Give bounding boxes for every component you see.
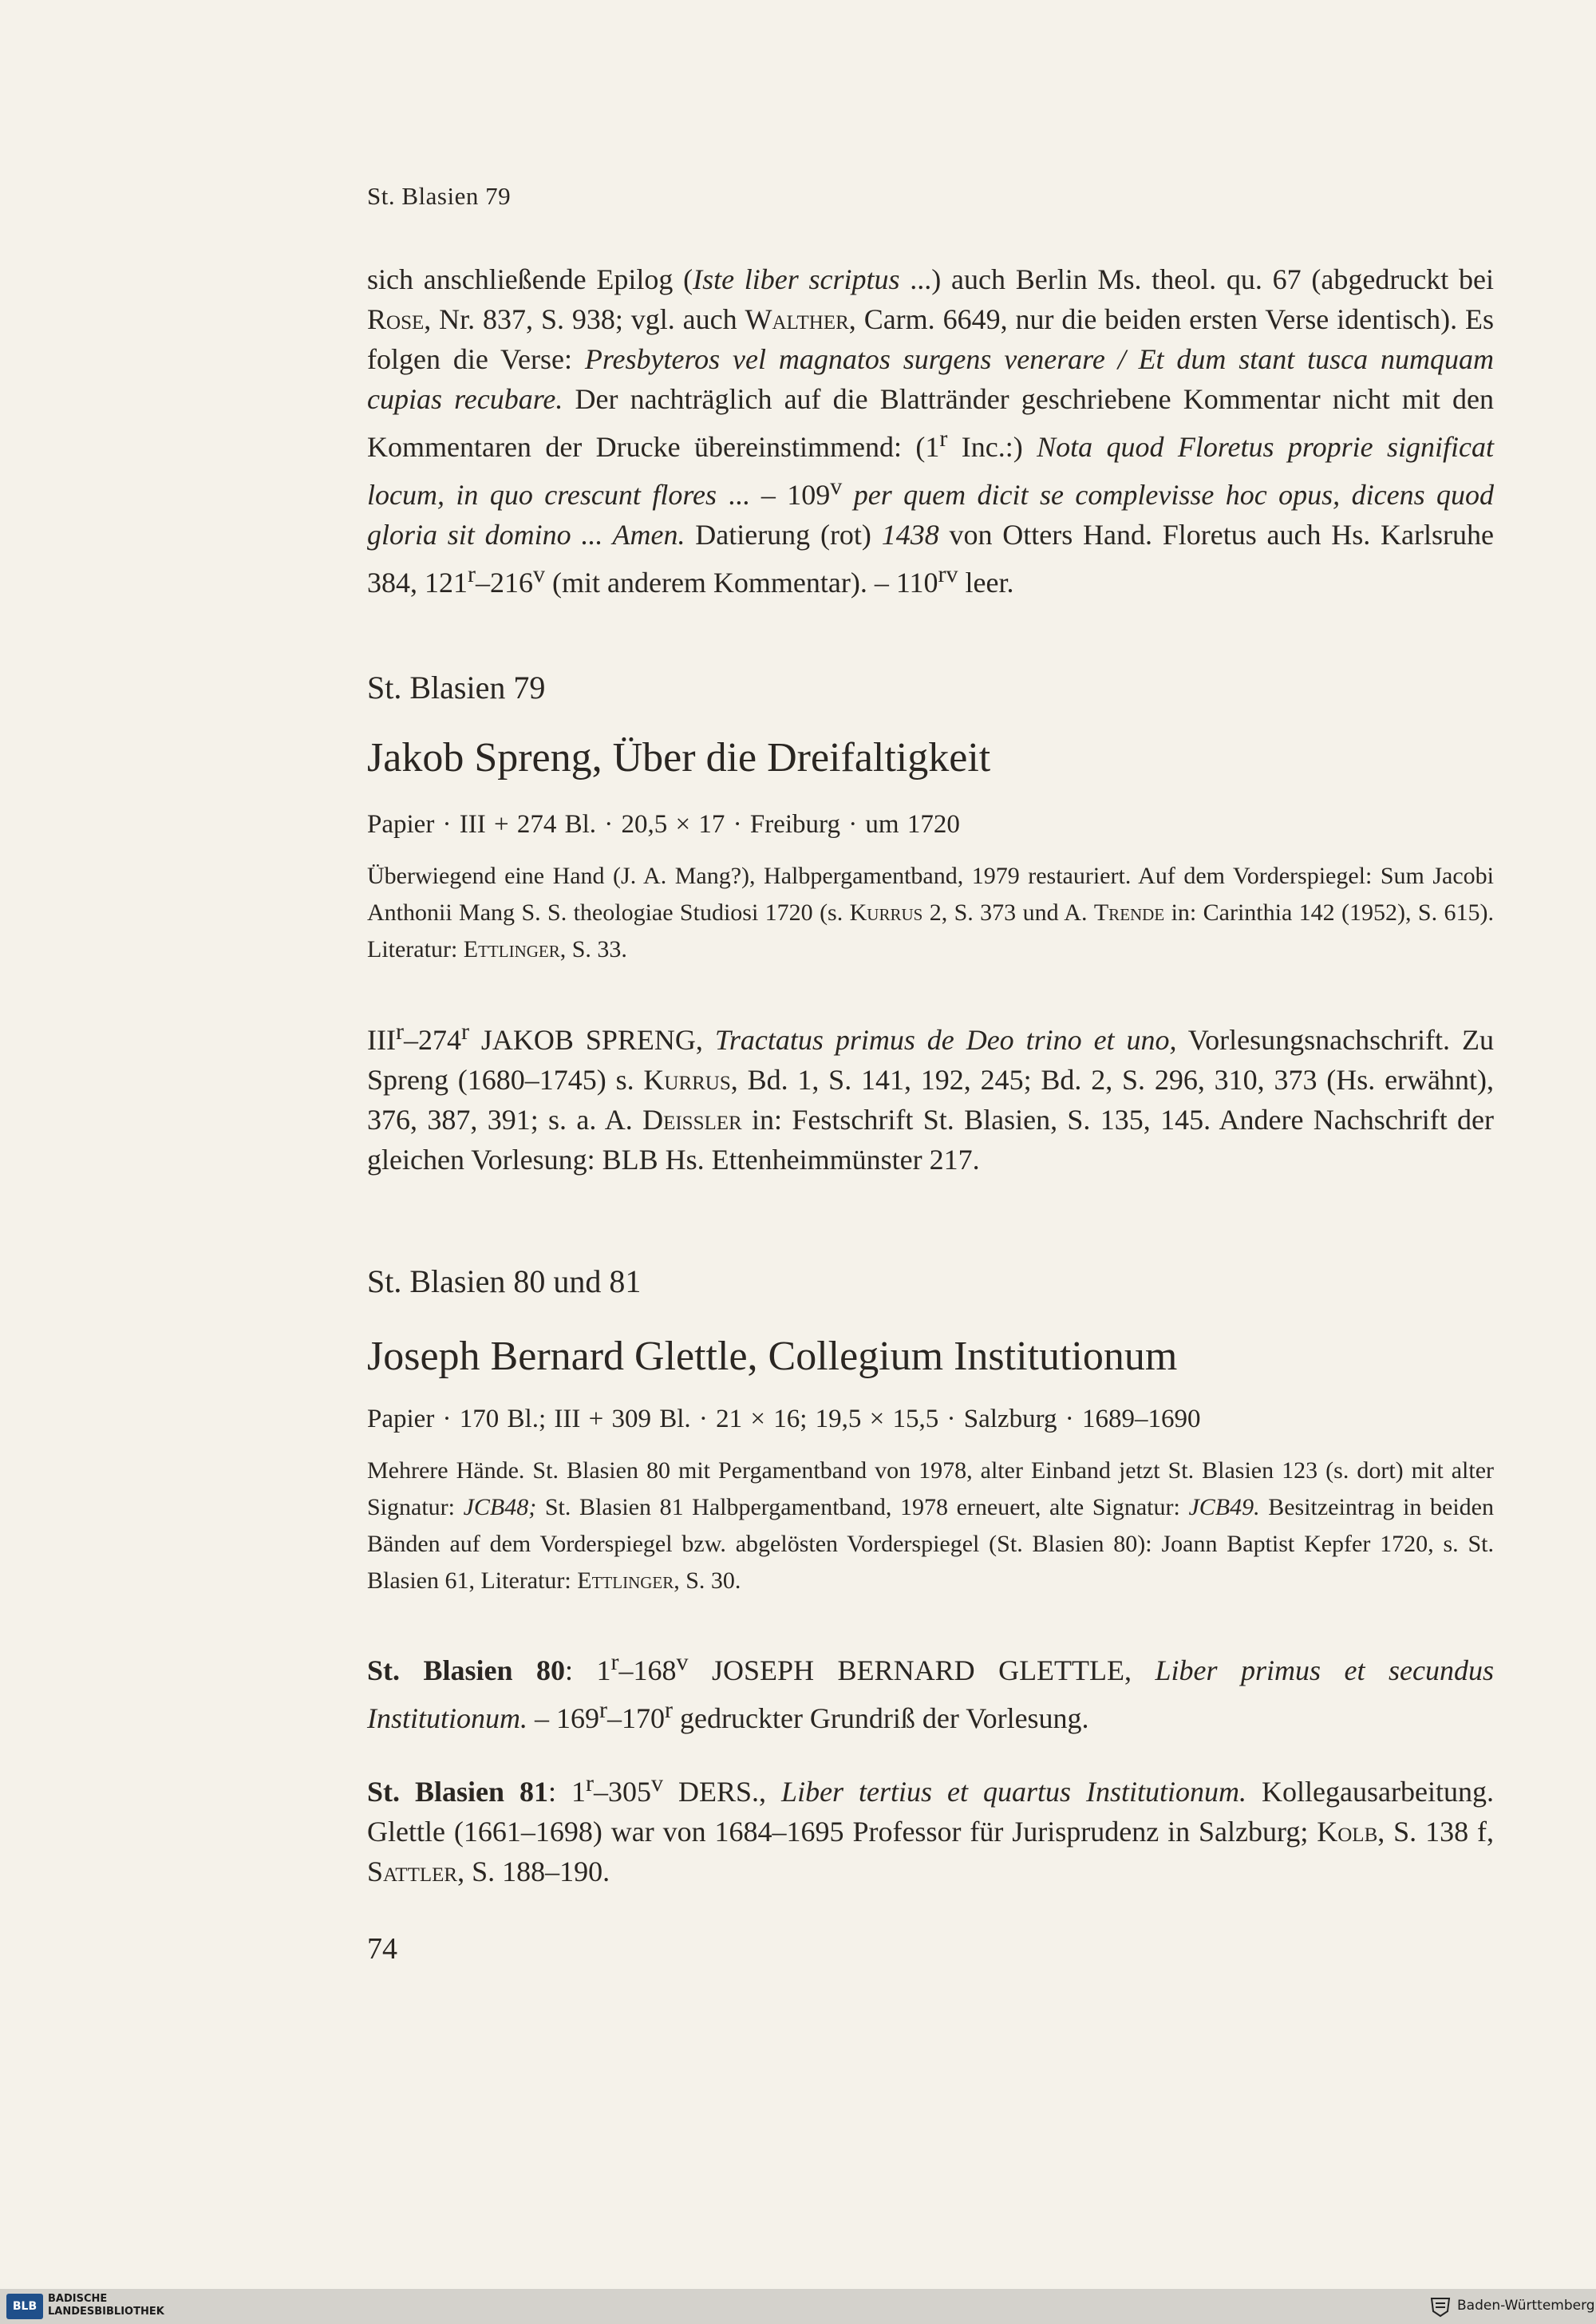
- section-description-79: Überwiegend eine Hand (J. A. Mang?), Halbpergamentband, 1979 restauriert. Auf dem Vorderspiegel: Sum Jacobi Anthonii Mang S. S. theologiae Studiosi 1720 (s. Kurrus 2, S. 373 und A. Trende in: Carinthia 142 (1952), S. 615). Literatur: Ettlinger, S. 33.: [367, 863, 1494, 962]
- section-description-80-81: Mehrere Hände. St. Blasien 80 mit Pergamentband von 1978, alter Einband jetzt St. Blasien 123 (s. dort) mit alter Signatur: JCB48; St. Blasien 81 Halbpergamentband, 1978 erneuert, alte Signatur: JCB49. Besitzeintrag in beiden Bänden auf dem Vorderspiegel bzw. abgelösten Vorderspiegel (St. Blasien 80): Joann Baptist Kepfer 1720, s. St. Blasien 61, Literatur: Ettlinger, S. 30.: [367, 1457, 1495, 1594]
- section-title-80-81: Joseph Bernard Glettle, Collegium Institutionum: [367, 1334, 1178, 1379]
- state-crest-icon: [1428, 2295, 1452, 2318]
- section-label-80-81: St. Blasien 80 und 81: [367, 1263, 642, 1299]
- state-name[interactable]: Baden-Württemberg: [1457, 2298, 1595, 2314]
- intro-paragraph: sich anschließende Epilog (Iste liber scriptus ...) auch Berlin Ms. theol. qu. 67 (abgedruckt bei Rose, Nr. 837, S. 938; vgl. auch Walther, Carm. 6649, nur die beiden ersten Verse identisch). Es folgen die Verse: Presbyteros vel magnatos surgens venerare / Et dum stant tusca numquam cupias recubare. Der nachträglich auf die Blattränder geschriebene Kommentar nicht mit den Kommentaren der Drucke übereinstimmend: (1$^r$ Inc.:) Nota quod Floretus proprie significat locum, in quo crescunt flores ... – 109$^v$ per quem dicit se complevisse hoc opus, dicens quod gloria sit domino ... Amen. Datierung (rot) 1438 von Otters Hand. Floretus auch Hs. Karlsruhe 384, 121$^r$–216$^v$ (mit anderem Kommentar). – $110^{rv}$ leer.: [367, 263, 1495, 599]
- section-meta-80-81: Papier · 170 Bl.; III + 309 Bl. · 21 × 16; 19,5 × 15,5 · Salzburg · 1689–1690: [367, 1405, 1201, 1433]
- section-label-79: St. Blasien 79: [367, 670, 546, 706]
- page-number: 74: [367, 1932, 397, 1966]
- entry-st-blasien-80: St. Blasien 80: 1$^r$–168$^v$ JOSEPH BERNARD GLETTLE, Liber primus et secundus Institutionum. – 169$^r$–170$^r$ gedruckter Grundriß der Vorlesung.: [367, 1649, 1494, 1734]
- entry-st-blasien-81: St. Blasien 81: 1$^r$–305$^v$ DERS., Liber tertius et quartus Institutionum. Kollegausarbeitung. Glettle (1661–1698) war von 1684–1695 Professor für Jurisprudenz in Salzburg; Kolb, S. 138 f, Sattler, S. 188–190.: [367, 1770, 1494, 1887]
- blb-logo[interactable]: BLB: [6, 2294, 43, 2319]
- running-head: St. Blasien 79: [367, 182, 512, 210]
- footer-bar: [0, 2289, 1596, 2324]
- library-name: BADISCHE LANDESBIBLIOTHEK: [48, 2293, 164, 2318]
- section-meta-79: Papier · III + 274 Bl. · 20,5 × 17 · Freiburg · um 1720: [367, 810, 960, 839]
- section-content-79: III$^r$–274$^r$ JAKOB SPRENG, Tractatus primus de Deo trino et uno, Vorlesungsnachschrift. Zu Spreng (1680–1745) s. Kurrus, Bd. 1, S. 141, 192, 245; Bd. 2, S. 296, 310, 373 (Hs. erwähnt), 376, 387, 391; s. a. A. Deissler in: Festschrift St. Blasien, S. 135, 145. Andere Nachschrift der gleichen Vorlesung: BLB Hs. Ettenheimmünster 217.: [367, 1018, 1494, 1176]
- section-title-79: Jakob Spreng, Über die Dreifaltigkeit: [367, 735, 991, 781]
